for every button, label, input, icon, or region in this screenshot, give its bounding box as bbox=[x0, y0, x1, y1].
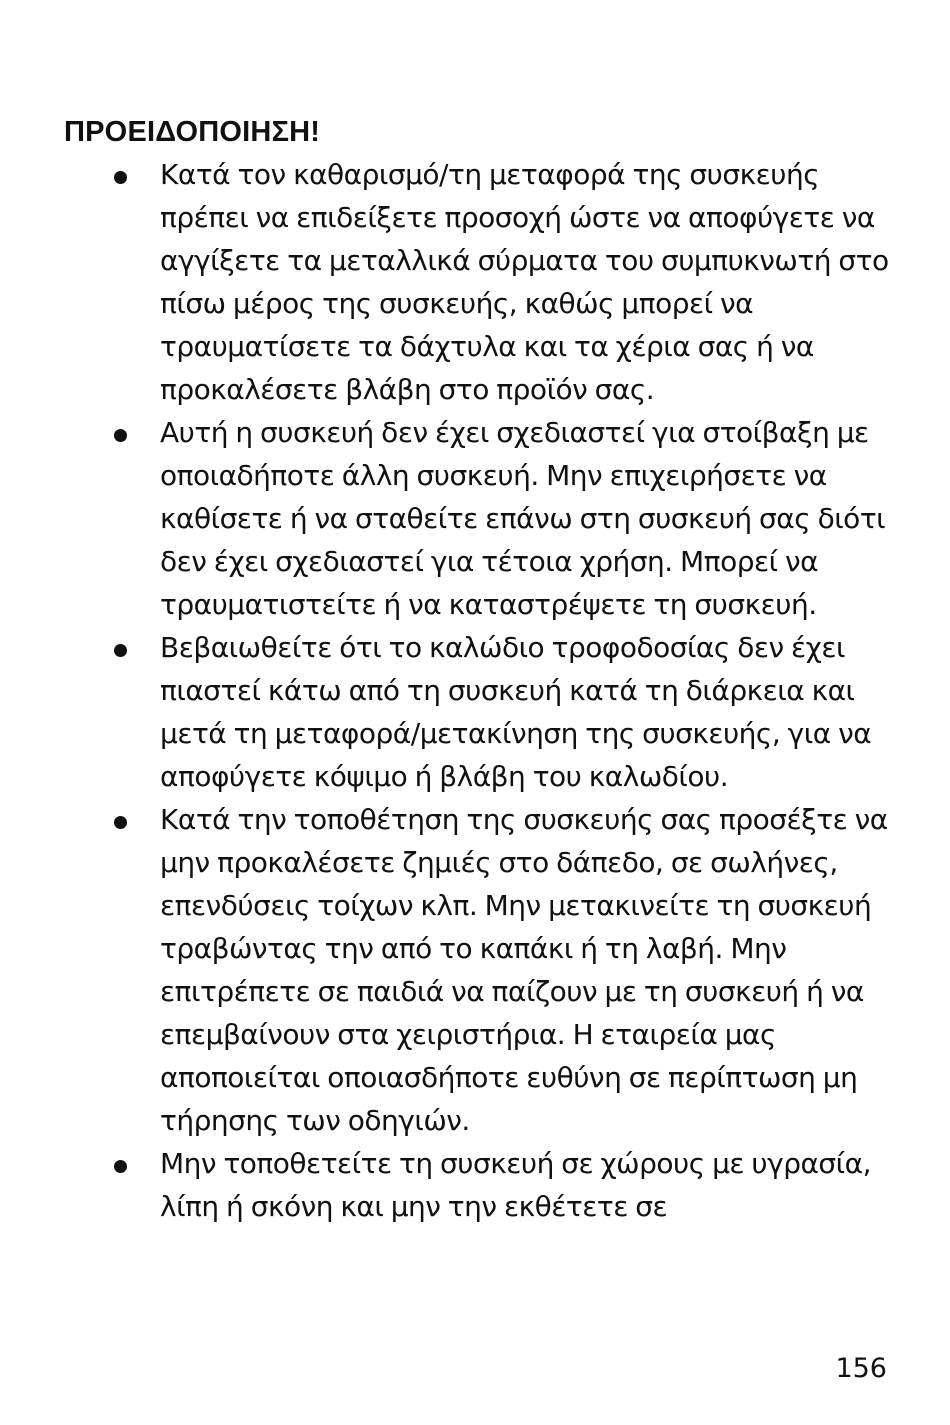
warning-item-1 bbox=[0, 153, 950, 411]
bullet-icon bbox=[114, 816, 127, 829]
bullet-icon bbox=[114, 1160, 127, 1173]
bullet-icon bbox=[114, 644, 127, 657]
warning-list bbox=[0, 153, 950, 1228]
warning-text: Κατά την τοποθέτηση της συσκευής σας προσέξτε να μην προκαλέσετε ζημιές στο δάπεδο, σε σωλήνες, επενδύσεις τοίχων κλπ. Μην μετακινείτε τη συσκευή τραβώντας την από το καπάκι ή τη λαβή. Μην επιτρέπετε σε παιδιά να παίζουν με τη συσκευή ή να επεμβαίνουν στα χειριστήρια. Η εταιρεία μας αποποιείται οποιασδήποτε ευθύνη σε περίπτωση μη τήρησης των οδηγιών. bbox=[160, 803, 888, 1137]
warning-item-4 bbox=[0, 798, 950, 1142]
warning-text: Βεβαιωθείτε ότι το καλώδιο τροφοδοσίας δεν έχει πιαστεί κάτω από τη συσκευή κατά τη διάρκεια και μετά τη μεταφορά/μετακίνηση της συσκευής, για να αποφύγετε κόψιμο ή βλάβη του καλωδίου. bbox=[160, 631, 872, 793]
bullet-icon bbox=[114, 171, 127, 184]
page-number: 156 bbox=[835, 1353, 887, 1384]
warning-item-3 bbox=[0, 626, 950, 798]
bullet-icon bbox=[114, 429, 127, 442]
warning-text: Κατά τον καθαρισμό/τη μεταφορά της συσκευής πρέπει να επιδείξετε προσοχή ώστε να αποφύγετε να αγγίξετε τα μεταλλικά σύρματα του συμπυκνωτή στο πίσω μέρος της συσκευής, καθώς μπορεί να τραυματίσετε τα δάχτυλα και τα χέρια σας ή να προκαλέσετε βλάβη στο προϊόν σας. bbox=[160, 158, 889, 406]
warning-heading: ΠΡΟΕΙΔΟΠΟΙΗΣΗ! bbox=[64, 116, 321, 148]
warning-item-5 bbox=[0, 1142, 950, 1228]
warning-text: Μην τοποθετείτε τη συσκευή σε χώρους με υγρασία, λίπη ή σκόνη και μην την εκθέτετε σε bbox=[160, 1147, 871, 1223]
warning-item-2 bbox=[0, 411, 950, 626]
warning-text: Αυτή η συσκευή δεν έχει σχεδιαστεί για στοίβαξη με οποιαδήποτε άλλη συσκευή. Μην επιχειρήσετε να καθίσετε ή να σταθείτε επάνω στη συσκευή σας διότι δεν έχει σχεδιαστεί για τέτοια χρήση. Μπορεί να τραυματιστείτε ή να καταστρέψετε τη συσκευή. bbox=[160, 416, 886, 621]
